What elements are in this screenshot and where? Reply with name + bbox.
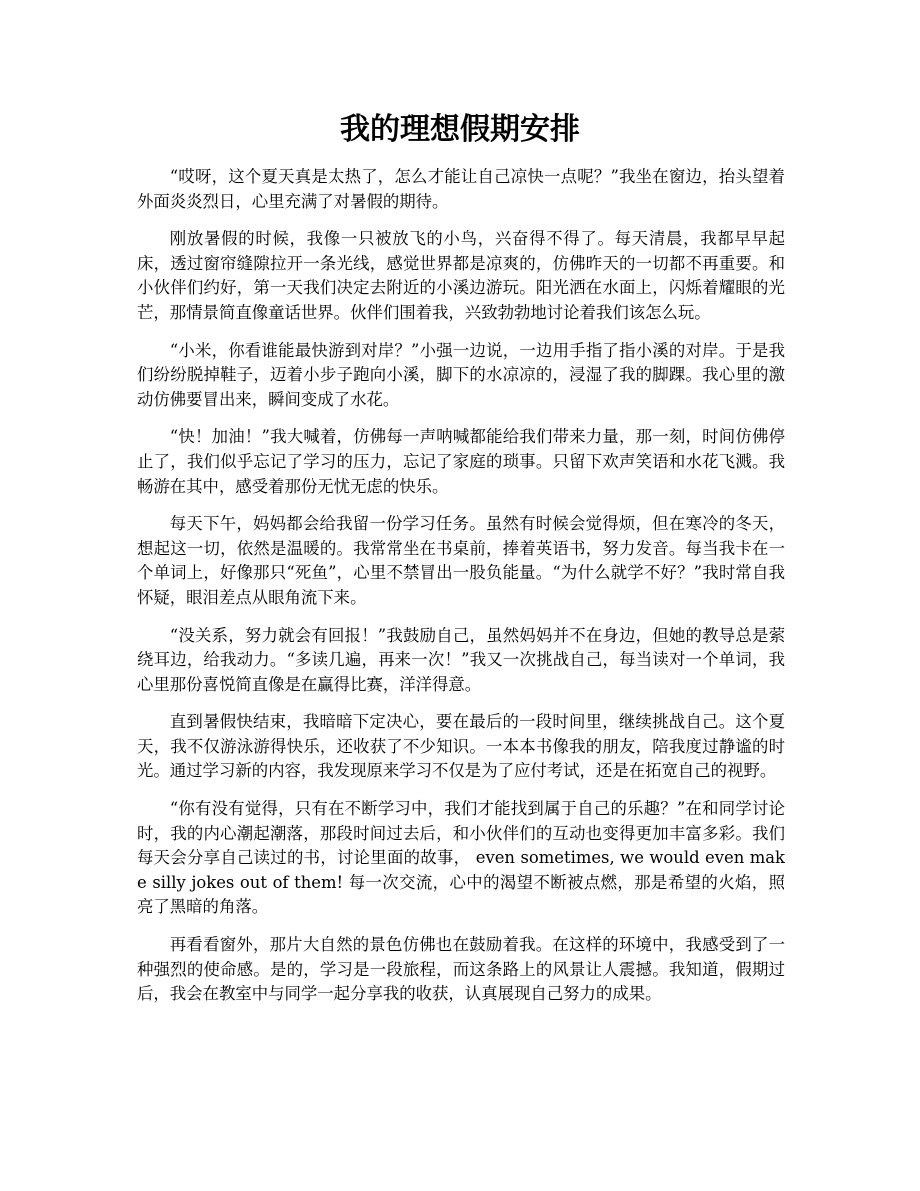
document-body bbox=[137, 165, 785, 1020]
paragraph-7: 直到暑假快结束，我暗暗下定决心，要在最后的一段时间里，继续挑战自己。这个夏天，我不仅游泳游得快乐，还收获了不少知识。一本本书像我的朋友，陪我度过静谧的时光。通过学习新的内容，我发现原来学习不仅是为了应付考试，还是在拓宽自己的视野。 bbox=[137, 712, 785, 781]
paragraph-4: “快！加油！”我大喊着，仿佛每一声呐喊都能给我们带来力量，那一刻，时间仿佛停止了，我们似乎忘记了学习的压力，忘记了家庭的琐事。只留下欢声笑语和水花飞溅。我畅游在其中，感受着那份无忧无虑的快乐。 bbox=[137, 427, 785, 496]
paragraph-9: 再看看窗外，那片大自然的景色仿佛也在鼓励着我。在这样的环境中，我感受到了一种强烈的使命感。是的，学习是一段旅程，而这条路上的风景让人震撼。我知道，假期过后，我会在教室中与同学一起分享我的收获，认真展现自己努力的成果。 bbox=[137, 935, 785, 1004]
paragraph-2: 刚放暑假的时候，我像一只被放飞的小鸟，兴奋得不得了。每天清晨，我都早早起床，透过窗帘缝隙拉开一条光线，感觉世界都是凉爽的，仿佛昨天的一切都不再重要。和小伙伴们约好，第一天我们决定去附近的小溪边游玩。阳光洒在水面上，闪烁着耀眼的光芒，那情景简直像童话世界。伙伴们围着我，兴致勃勃地讨论着我们该怎么玩。 bbox=[137, 229, 785, 322]
paragraph-3: “小米，你看谁能最快游到对岸？”小强一边说，一边用手指了指小溪的对岸。于是我们纷纷脱掉鞋子，迈着小步子跑向小溪，脚下的水凉凉的，浸湿了我的脚踝。我心里的激动仿佛要冒出来，瞬间变成了水花。 bbox=[137, 340, 785, 409]
page-title: 我的理想假期安排 bbox=[340, 112, 580, 147]
paragraph-8: “你有没有觉得，只有在不断学习中，我们才能找到属于自己的乐趣？”在和同学讨论时，我的内心潮起潮落，那段时间过去后，和小伙伴们的互动也变得更加丰富多彩。我们每天会分享自己读过的书，讨论里面的故事， even sometimes, we would even make silly jokes out of them! 每一次交流，心中的渴望不断被点燃，那是希望的火焰，照亮了黑暗的角落。 bbox=[137, 799, 785, 917]
paragraph-6: “没关系，努力就会有回报！”我鼓励自己，虽然妈妈并不在身边，但她的教导总是萦绕耳边，给我动力。“多读几遍，再来一次！”我又一次挑战自己，每当读对一个单词，我心里那份喜悦简直像是在赢得比赛，洋洋得意。 bbox=[137, 625, 785, 694]
paragraph-5: 每天下午，妈妈都会给我留一份学习任务。虽然有时候会觉得烦，但在寒冷的冬天，想起这一切，依然是温暖的。我常常坐在书桌前，捧着英语书，努力发音。每当我卡在一个单词上，好像那只“死鱼”，心里不禁冒出一股负能量。“为什么就学不好？”我时常自我怀疑，眼泪差点从眼角流下来。 bbox=[137, 514, 785, 607]
paragraph-1: “哎呀，这个夏天真是太热了，怎么才能让自己凉快一点呢？”我坐在窗边，抬头望着外面炎炎烈日，心里充满了对暑假的期待。 bbox=[137, 167, 785, 211]
